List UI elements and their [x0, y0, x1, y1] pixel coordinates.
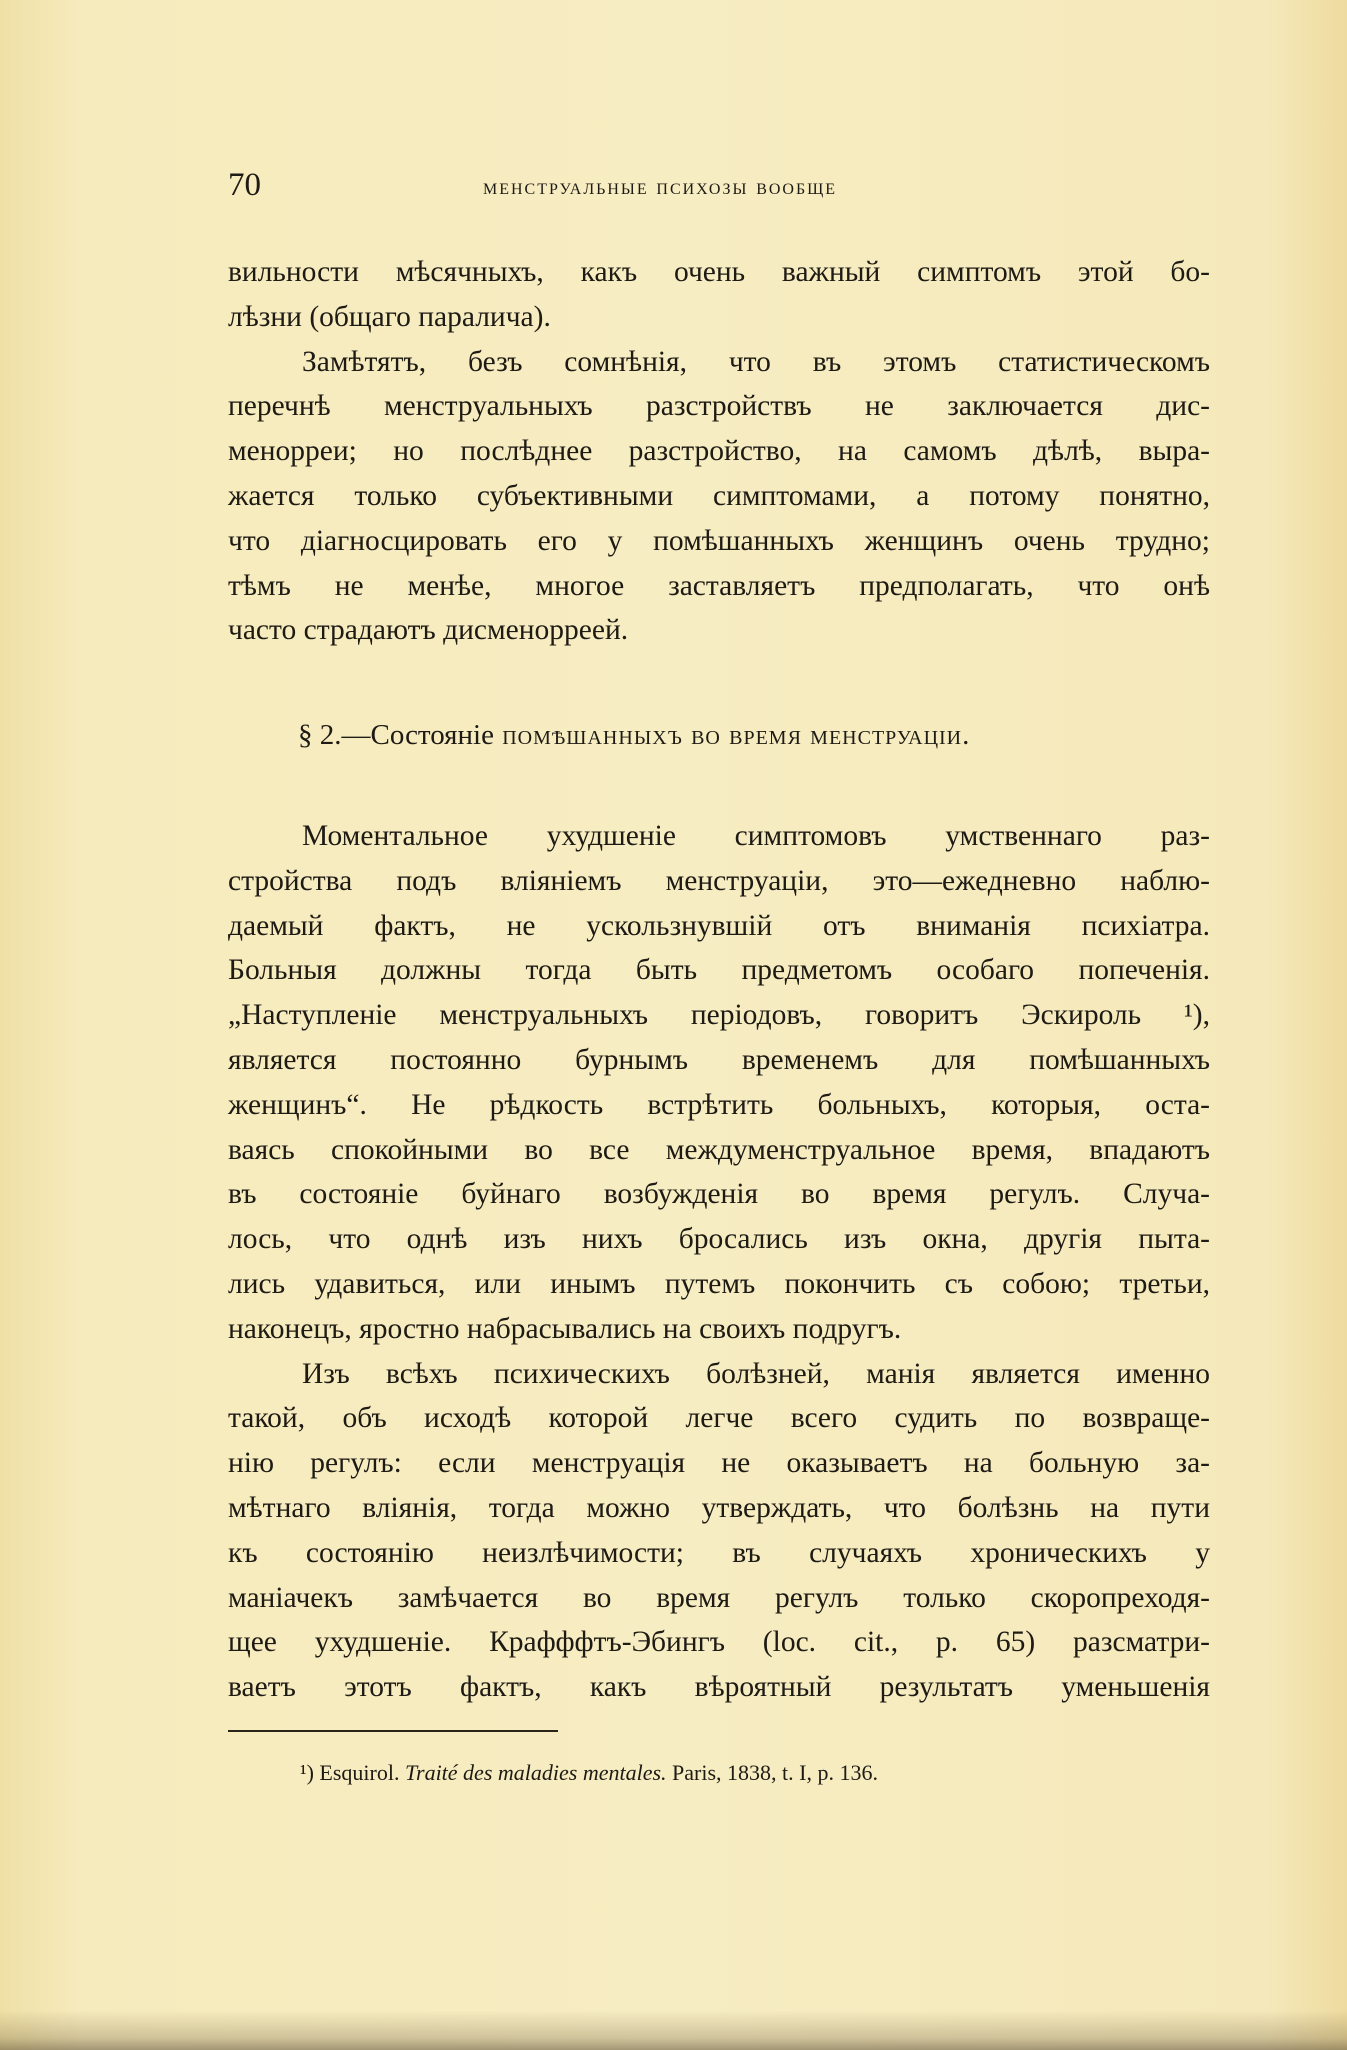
text-line: маніачекъ замѣчается во время регулъ только скоропреходя- — [228, 1581, 1210, 1614]
section-number: § 2.— — [298, 719, 371, 751]
text-line: что діагносцировать его у помѣшанныхъ женщинъ очень трудно; — [228, 524, 1210, 557]
footnote — [300, 1756, 878, 1790]
text-line: Замѣтятъ, безъ сомнѣнія, что въ этомъ статистическомъ — [302, 345, 1210, 378]
text-line: менорреи; но послѣднее разстройство, на самомъ дѣлѣ, выра- — [228, 435, 1210, 468]
text-line: вильности мѣсячныхъ, какъ очень важный симптомъ этой бо- — [228, 256, 1210, 288]
text-line: мѣтнаго вліянія, тогда можно утверждать, что болѣзнь на пути — [228, 1491, 1210, 1524]
text-line: Больныя должны тогда быть предметомъ особаго попеченія. — [228, 954, 1210, 987]
text-line: даемый фактъ, не ускользнувшій отъ вниманія психіатра. — [228, 909, 1210, 942]
footnote-divider — [228, 1730, 558, 1732]
text-line: часто страдаютъ дисменорреей. — [228, 614, 629, 647]
text-line: лось, что однѣ изъ нихъ бросались изъ окна, другія пыта- — [228, 1223, 1210, 1256]
page-edge-shadow — [0, 2010, 1347, 2050]
text-line: Изъ всѣхъ психическихъ болѣзней, манія является именно — [302, 1357, 1210, 1390]
text-line: наконецъ, яростно набрасывались на своихъ подругъ. — [228, 1312, 902, 1345]
text-line: въ состояніе буйнаго возбужденія во время регулъ. Случа- — [228, 1178, 1210, 1211]
text-line: жается только субъективными симптомами, а потому понятно, — [228, 479, 1210, 512]
footnote-author: Esquirol. — [319, 1760, 400, 1785]
running-title: менструальные психозы вообще — [483, 174, 838, 199]
text-line: лѣзни (общаго паралича). — [228, 300, 551, 333]
page-number: 70 — [228, 167, 261, 203]
text-line: „Наступленіе менструальныхъ періодовъ, говоритъ Эскироль ¹), — [228, 999, 1210, 1032]
section-title-rest: помѣшанныхъ во время менструаціи. — [493, 719, 971, 751]
text-line: женщинъ“. Не рѣдкость встрѣтить больныхъ, которыя, оста- — [228, 1088, 1210, 1121]
text-line: Моментальное ухудшеніе симптомовъ умственнаго раз- — [302, 820, 1210, 852]
running-head — [228, 165, 1218, 205]
text-line: тѣмъ не менѣе, многое заставляетъ предполагать, что онѣ — [228, 569, 1210, 602]
footnote-imprint: Paris, 1838, t. I, p. 136. — [672, 1760, 878, 1785]
text-line: къ состоянію неизлѣчимости; въ случаяхъ хроническихъ у — [228, 1536, 1210, 1569]
text-line: перечнѣ менструальныхъ разстройствъ не заключается дис- — [228, 390, 1210, 423]
text-line: является постоянно бурнымъ временемъ для помѣшанныхъ — [228, 1043, 1210, 1076]
section-title-first: Состояніе — [370, 719, 494, 751]
text-line: ваясь спокойными во все междуменструальное время, впадаютъ — [228, 1133, 1210, 1166]
text-line: ваетъ этотъ фактъ, какъ вѣроятный результатъ уменьшенія — [228, 1671, 1210, 1704]
text-line: щее ухудшеніе. Крафффтъ-Эбингъ (loc. cit., p. 65) разсматри- — [228, 1626, 1210, 1659]
text-line: стройства подъ вліяніемъ менструаціи, это—ежедневно наблю- — [228, 864, 1210, 897]
paragraph-block-1 — [228, 250, 1210, 653]
footnote-title: Traité des maladies mentales. — [404, 1760, 667, 1785]
paragraph-block-2 — [228, 814, 1210, 1710]
footnote-mark: ¹) — [300, 1760, 314, 1785]
text-line: лись удавиться, или инымъ путемъ покончить съ собою; третьи, — [228, 1267, 1210, 1300]
text-line: нію регулъ: если менструація не оказываетъ на больную за- — [228, 1447, 1210, 1480]
section-heading — [298, 713, 970, 757]
text-line: такой, объ исходѣ которой легче всего судить по возвраще- — [228, 1402, 1210, 1435]
